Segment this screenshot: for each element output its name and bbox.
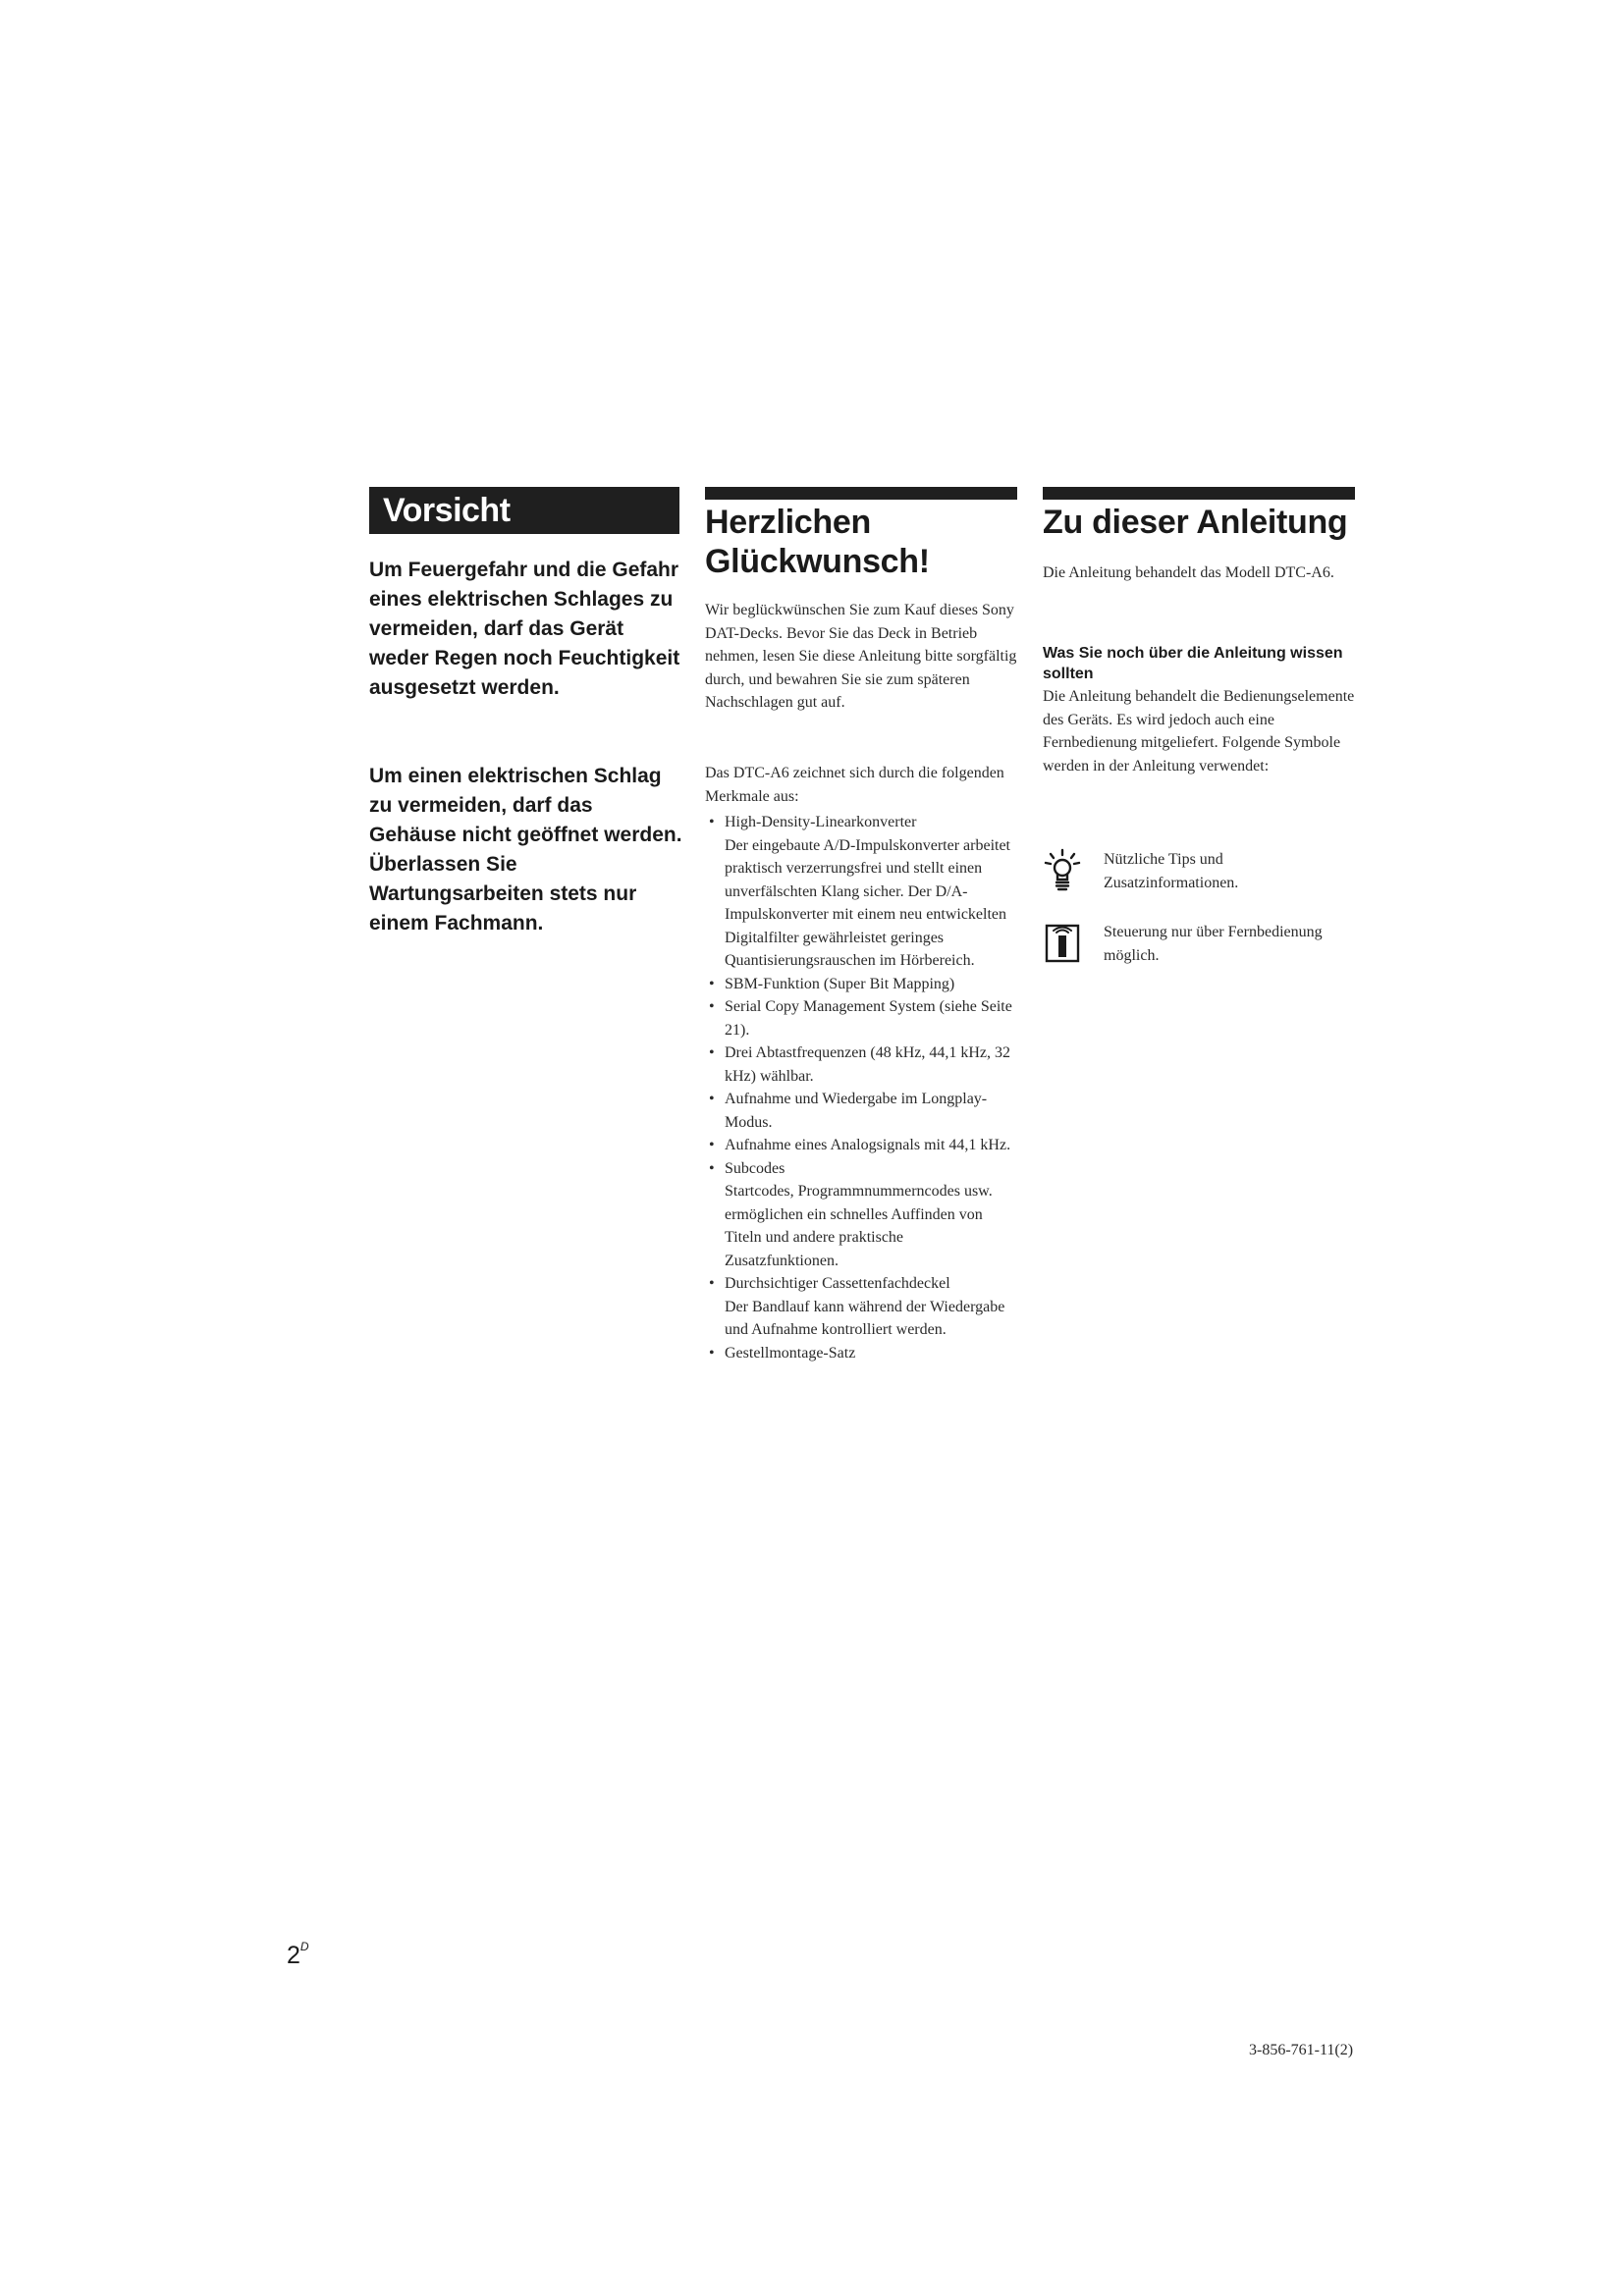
list-item: • Gestellmontage-Satz — [705, 1342, 1019, 1365]
section-rule — [705, 487, 1017, 500]
congratulations-heading: Herzlichen Glückwunsch! — [705, 504, 930, 580]
symbol-tips-text: Nützliche Tips und Zusatzinformationen. — [1104, 851, 1239, 891]
shock-warning-text: Um einen elektrischen Schlag zu vermeiden, darf das Gehäuse nicht geöffnet werden. Überlassen Sie Wartungsarbeiten stets nur einem Fachmann. — [369, 765, 682, 934]
features-list — [705, 811, 1019, 1364]
list-item: • Aufnahme eines Analogsignals mit 44,1 kHz. — [705, 1134, 1019, 1157]
about-manual-description: Die Anleitung behandelt die Bedienungselemente des Geräts. Es wird jedoch auch eine Fernbedienung mitgeliefert. Folgende Symbole werden in der Anleitung verwendet: — [1043, 688, 1355, 774]
about-manual-subheading: Was Sie noch über die Anleitung wissen sollten — [1043, 645, 1343, 682]
lightbulb-icon — [1043, 848, 1082, 893]
symbol-remote-text: Steuerung nur über Fernbedienung möglich. — [1104, 924, 1323, 964]
caution-heading: Vorsicht — [369, 487, 679, 534]
list-item: • Aufnahme und Wiedergabe im Longplay-Modus. — [705, 1088, 1019, 1134]
page-number: $2^D$ — [287, 1940, 309, 1969]
remote-control-icon — [1043, 921, 1082, 966]
list-item: • SBM-Funktion (Super Bit Mapping) — [705, 973, 1019, 996]
list-item: • Durchsichtiger Cassettenfachdeckel Der Bandlauf kann während der Wiedergabe und Aufnahme kontrolliert werden. — [705, 1272, 1019, 1342]
section-rule — [1043, 487, 1355, 500]
part-number: 3-856-761-11(2) — [1249, 2042, 1354, 2058]
features-lead: Das DTC-A6 zeichnet sich durch die folgenden Merkmale aus: — [705, 765, 1004, 805]
about-manual-intro: Die Anleitung behandelt das Modell DTC-A6. — [1043, 564, 1334, 581]
about-manual-heading: Zu dieser Anleitung — [1043, 504, 1348, 541]
list-item: • Serial Copy Management System (siehe Seite 21). — [705, 995, 1019, 1041]
list-item: • Drei Abtastfrequenzen (48 kHz, 44,1 kHz, 32 kHz) wählbar. — [705, 1041, 1019, 1088]
list-item: • High-Density-Linearkonverter Der eingebaute A/D-Impulskonverter arbeitet praktisch verzerrungsfrei und stellt einen unverfälschten Klang sicher. Der D/A-Impulskonverter mit einem neu entwickelten Digitalfilter gewährleistet geringes Quantisierungsrauschen im Hörbereich. — [705, 811, 1019, 973]
fire-warning-text: Um Feuergefahr und die Gefahr eines elektrischen Schlages zu vermeiden, darf das Gerät weder Regen noch Feuchtigkeit ausgesetzt werden. — [369, 559, 680, 699]
congratulations-intro: Wir beglückwünschen Sie zum Kauf dieses Sony DAT-Decks. Bevor Sie das Deck in Betrieb nehmen, lesen Sie diese Anleitung bitte sorgfältig durch, und bewahren Sie sie zum späteren Nachschlagen gut auf. — [705, 602, 1017, 711]
list-item: • Subcodes Startcodes, Programmnummerncodes usw. ermöglichen ein schnelles Auffinden von Titeln und andere praktische Zusatzfunktionen. — [705, 1157, 1019, 1273]
